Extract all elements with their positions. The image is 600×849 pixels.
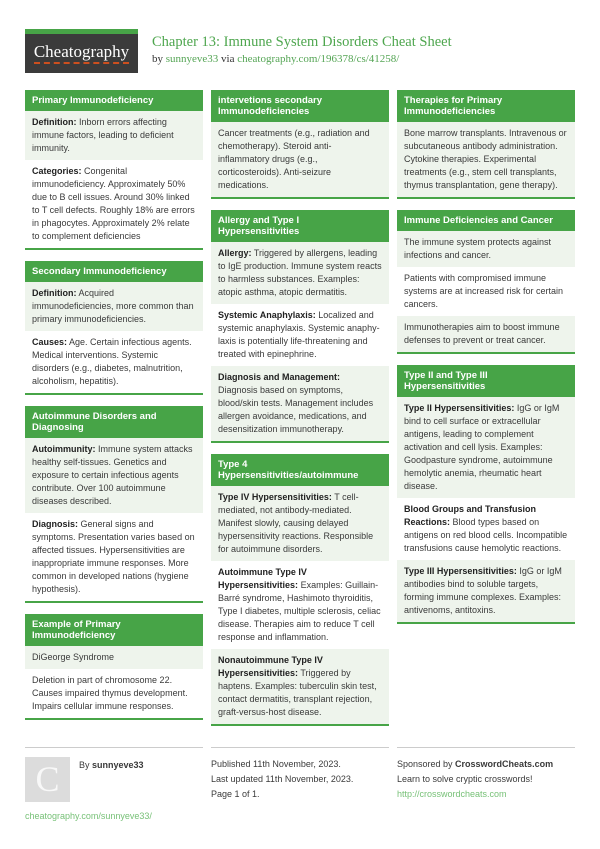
column-3 <box>397 90 575 635</box>
section-header: Immune Deficiencies and Cancer <box>397 210 575 231</box>
section-header: Primary Immunodeficiency <box>25 90 203 111</box>
footer-meta-column <box>211 747 389 824</box>
section-card <box>25 614 203 720</box>
row-text: Localized and systemic anaphylaxis. Systemic anaphylaxis is potentially life-threatening and treated with epinephrine. <box>218 310 380 359</box>
row-label: Definition: <box>32 117 77 127</box>
section-body <box>211 486 389 724</box>
section-card <box>397 210 575 354</box>
page-title: Chapter 13: Immune System Disorders Cheat Sheet <box>152 34 452 50</box>
row-text: Diagnosis based on symptoms, blood/skin tests. Management includes allergen avoidance, medications, and desensitization immunotherapy. <box>218 385 374 434</box>
row-label: Causes: <box>32 337 68 347</box>
row-text: Cancer treatments (e.g., radiation and chemotherapy). Steroid anti-inflammatory drugs (e.g., corticosteroids). Anti-seizure medications. <box>218 128 370 190</box>
row-text: IgG or IgM antibodies bind to soluble targets, forming immune complexes. Examples: antivenoms, antitoxins. <box>404 566 562 615</box>
section-row <box>25 331 203 393</box>
row-text: Inborn errors affecting immune factors, leading to deficient immunity. <box>32 117 174 153</box>
section-row <box>25 111 203 160</box>
published-line: Published 11th November, 2023. <box>211 759 341 769</box>
row-label: Type IV Hypersensitivities: <box>218 492 332 502</box>
section-card <box>25 90 203 250</box>
author-avatar <box>25 757 70 802</box>
section-header: Autoimmune Disorders and Diagnosing <box>25 406 203 438</box>
section-card <box>211 454 389 726</box>
section-card <box>211 210 389 443</box>
row-text: Acquired immunodeficiencies, more common than primary immunodeficiencies. <box>32 288 194 324</box>
section-row <box>25 669 203 718</box>
row-text: Age. Certain infectious agents. Medical interventions. Systemic disorders (e.g., diabetes, malnutrition, alcoholism, hepatitis). <box>32 337 192 386</box>
section-row <box>397 231 575 267</box>
row-label: Type II Hypersensitivities: <box>404 403 515 413</box>
row-text: Blood types based on antigens on red blood cells. Incompatible transfusions cause hemolytic reactions. <box>404 517 568 553</box>
row-label: Autoimmunity: <box>32 444 96 454</box>
section-row <box>25 513 203 601</box>
row-text: T cell-mediated, not antibody-mediated. Manifest slowly, causing delayed hypersensitivity reactions. Responsible for autoimmune disorders. <box>218 492 374 554</box>
by-author <box>79 757 144 773</box>
section-header: Type II and Type III Hypersensitivities <box>397 365 575 397</box>
section-row <box>397 397 575 498</box>
row-text: General signs and symptoms. Presentation varies based on affected tissues. Hypersensitivities are inappropriate immune responses. More common in developed nations (hygiene hypothesis). <box>32 519 195 594</box>
row-label: Autoimmune Type IV Hypersensitivities: <box>218 567 307 590</box>
sponsor-prefix: Sponsored by <box>397 759 456 769</box>
section-header: Allergy and Type I Hypersensitivities <box>211 210 389 242</box>
row-label: Blood Groups and Transfusion Reactions: <box>404 504 537 527</box>
footer-author-column <box>25 747 203 824</box>
section-body <box>397 397 575 622</box>
section-row <box>397 267 575 316</box>
updated-line: Last updated 11th November, 2023. <box>211 774 354 784</box>
row-text: Bone marrow transplants. Intravenous or subcutaneous antibody administration. Cytokine therapies. Experimental treatments (e.g., stem cell transplants, thymus transplantation, gene therapy). <box>404 128 567 190</box>
row-label: Diagnosis: <box>32 519 79 529</box>
section-header: Type 4 Hypersensitivities/autoimmune <box>211 454 389 486</box>
section-row <box>211 486 389 561</box>
section-row <box>25 282 203 331</box>
row-text: Patients with compromised immune systems are at increased risk for certain cancers. <box>404 273 564 309</box>
section-body <box>211 242 389 441</box>
row-label: Definition: <box>32 288 77 298</box>
section-row <box>211 122 389 197</box>
row-text: Examples: Guillain-Barré syndrome, Hashimoto thyroiditis, Type I diabetes, multiple sclerosis, celiac disease. Therapies aim to reduce T cell response and inflammation. <box>218 580 381 642</box>
sponsor-line <box>397 757 575 772</box>
section-row <box>211 242 389 304</box>
section-header: Secondary Immunodeficiency <box>25 261 203 282</box>
avatar-letter: C <box>35 759 60 799</box>
profile-link[interactable]: cheatography.com/sunnyeve33/ <box>25 811 152 821</box>
author-row <box>25 757 203 802</box>
row-label: Categories: <box>32 166 82 176</box>
section-body <box>397 122 575 197</box>
row-text: Immunotherapies aim to boost immune defenses to prevent or treat cancer. <box>404 322 560 345</box>
page-info: Page 1 of 1. <box>211 789 260 799</box>
section-header: Example of Primary Immunodeficiency <box>25 614 203 646</box>
section-row <box>397 560 575 622</box>
section-row <box>211 649 389 724</box>
source-link[interactable]: cheatography.com/196378/cs/41258/ <box>237 53 400 65</box>
sponsor-name: CrosswordCheats.com <box>455 759 554 769</box>
section-body <box>25 438 203 601</box>
row-label: Type III Hypersensitivities: <box>404 566 517 576</box>
section-row <box>397 498 575 560</box>
section-header: intervetions secondary Immunodeficiencies <box>211 90 389 122</box>
footer-author-name: sunnyeve33 <box>92 760 144 770</box>
footer-sponsor-column <box>397 747 575 824</box>
section-row <box>25 160 203 248</box>
logo-text: Cheatography <box>34 43 129 64</box>
section-row <box>397 316 575 352</box>
sponsor-link[interactable]: http://crosswordcheats.com <box>397 789 507 799</box>
row-text: Triggered by haptens. Examples: tuberculin skin test, contact dermatitis, transplant rejection, graft-versus-host disease. <box>218 668 377 717</box>
section-card <box>25 261 203 395</box>
row-text: Triggered by allergens, leading to IgE production. Immune system reacts to harmless substances. Examples: atopic asthma, atopic dermatitis. <box>218 248 382 297</box>
row-label: Diagnosis and Management: <box>218 372 341 382</box>
by-prefix: By <box>79 760 93 770</box>
section-row <box>25 646 203 669</box>
byline-via: via <box>218 53 238 65</box>
cheatography-logo <box>25 29 138 73</box>
row-label: Allergy: <box>218 248 252 258</box>
title-block <box>152 29 452 65</box>
section-row <box>211 366 389 441</box>
row-text: Immune system attacks healthy self-tissues. Genetics and exposure to certain infectious agents contribute. Over 100 autoimmune diseases described. <box>32 444 193 506</box>
section-card <box>397 365 575 624</box>
row-text: Congenital immunodeficiency. Approximately 50% due to B cell issues. Around 30% linked to T cell defects. Roughly 18% are errors in phagocytes. Approximately 2% relate to complement deficiencies <box>32 166 195 241</box>
header <box>0 0 600 73</box>
section-card <box>25 406 203 603</box>
section-header: Therapies for Primary Immunodeficiencies <box>397 90 575 122</box>
byline-by: by <box>152 53 166 65</box>
row-text: IgG or IgM bind to cell surface or extracellular antigens, leading to complement activation and cell lysis. Examples: Goodpasture syndrome, autoimmune hemolytic anemia, rheumatic heart disease. <box>404 403 560 491</box>
row-text: The immune system protects against infections and cancer. <box>404 237 552 260</box>
author-link[interactable]: sunnyeve33 <box>165 53 219 65</box>
row-text: DiGeorge Syndrome <box>32 652 115 662</box>
section-body <box>25 282 203 393</box>
section-body <box>25 111 203 248</box>
byline <box>152 53 452 65</box>
content-columns <box>0 73 600 737</box>
section-card <box>397 90 575 199</box>
column-1 <box>25 90 203 731</box>
section-body <box>25 646 203 718</box>
row-text: Deletion in part of chromosome 22. Causes impaired thymus development. Impairs cellular immune responses. <box>32 675 188 711</box>
footer <box>0 737 600 824</box>
section-card <box>211 90 389 199</box>
section-row <box>25 438 203 513</box>
section-row <box>397 122 575 197</box>
section-body <box>397 231 575 352</box>
sponsor-tagline: Learn to solve cryptic crosswords! <box>397 774 533 784</box>
section-body <box>211 122 389 197</box>
row-label: Systemic Anaphylaxis: <box>218 310 316 320</box>
section-row <box>211 561 389 649</box>
row-label: Nonautoimmune Type IV Hypersensitivities: <box>218 655 323 678</box>
column-2 <box>211 90 389 737</box>
section-row <box>211 304 389 366</box>
